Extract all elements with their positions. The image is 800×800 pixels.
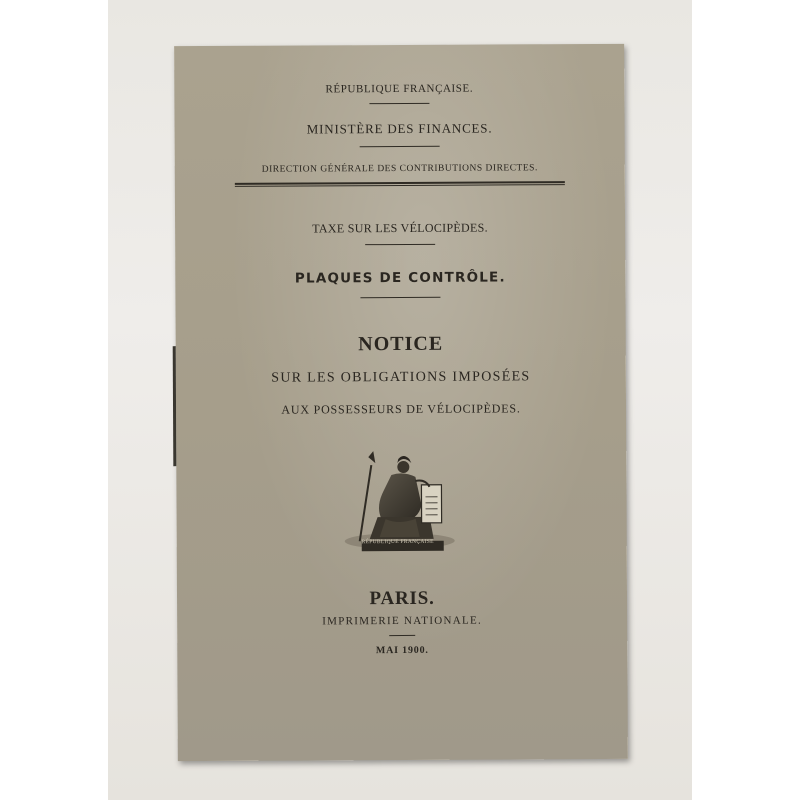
subject-plaques: PLAQUES DE CONTRÔLE. [294, 269, 506, 287]
rule-divider [365, 244, 435, 245]
document-sheet [174, 44, 628, 761]
header-ministere: MINISTÈRE DES FINANCES. [306, 120, 493, 137]
imprint-printer: IMPRIMERIE NATIONALE. [322, 614, 483, 628]
notice-title: NOTICE [358, 332, 444, 356]
imprint-date: MAI 1900. [375, 644, 429, 657]
rule-divider [360, 297, 440, 298]
rule-divider [235, 184, 565, 187]
notice-line-2: AUX POSSESSEURS DE VÉLOCIPÈDES. [281, 401, 521, 417]
rule-divider [360, 146, 440, 147]
rule-divider [389, 635, 415, 636]
vignette-caption: RÉPUBLIQUE FRANÇAISE [361, 538, 434, 546]
header-republique: RÉPUBLIQUE FRANÇAISE. [325, 82, 474, 96]
header-direction: DIRECTION GÉNÉRALE DES CONTRIBUTIONS DIRECTES. [261, 163, 538, 175]
notice-line-1: SUR LES OBLIGATIONS IMPOSÉES [271, 369, 531, 386]
rule-divider [369, 103, 429, 104]
subject-taxe: TAXE SUR LES VÉLOCIPÈDES. [312, 220, 488, 236]
imprint-city: PARIS. [369, 587, 435, 610]
